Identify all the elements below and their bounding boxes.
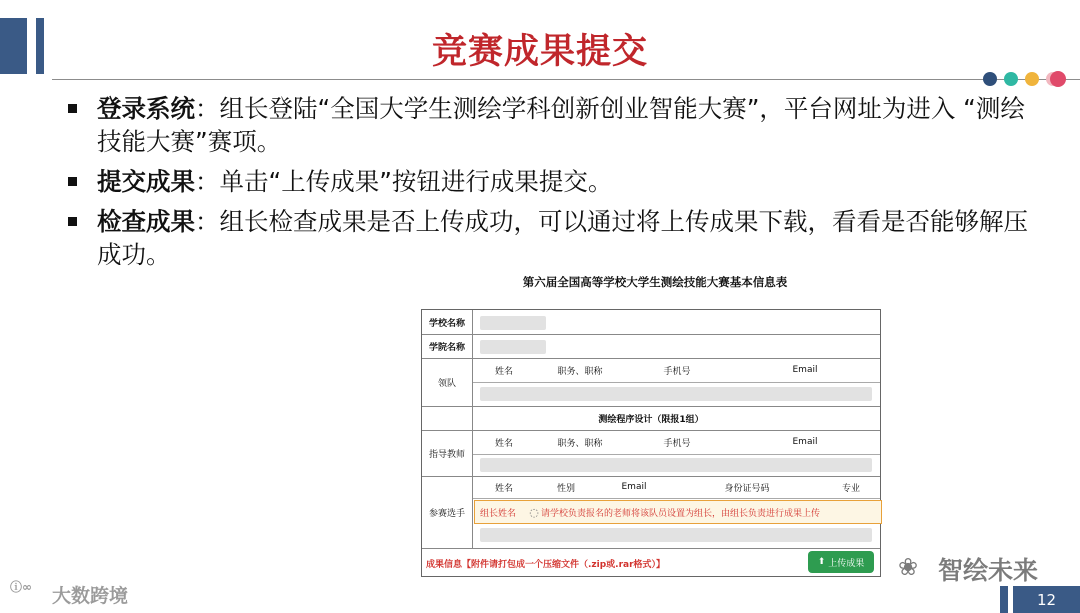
slide-title: 竞赛成果提交 [431,32,648,72]
school-value-redacted [480,316,546,330]
bullet-term: 检查成果 [97,207,195,236]
row-line [472,454,880,455]
col-major: 专业 [841,483,860,494]
bullet-text: ：组长登陆“全国大学生测绘学科创新创业智能大赛”，平台网址为进入 “测绘技能大赛”赛项。 [97,94,1025,156]
col-name: 姓名 [494,438,513,449]
section-title: 测绘程序设计（限报1组） [598,414,704,425]
col-gender: 性别 [556,483,575,494]
wechat-icon: ❀ [898,553,919,581]
captain-tooltip: 请学校负责报名的老师将该队员设置为组长，由组长负责进行成果上传 [541,508,821,519]
result-info-label: 成果信息【附件请打包成一个压缩文件（.zip或.rar格式）】 [426,559,666,570]
decor-dot-2 [1004,72,1018,86]
watermark-logo-left: ⓘ∞ [10,580,32,594]
bullet-term: 提交成果 [97,167,195,196]
bullet-marker [68,177,77,186]
row-line [472,382,880,383]
teacher-row-redacted [480,458,872,472]
bullet-list [64,92,1044,278]
upload-button-label: 上传成果 [828,558,865,569]
col-email: Email [792,437,818,447]
info-form [421,309,881,577]
watermark-right: 智绘未来 [938,556,1039,585]
upload-button[interactable] [808,551,874,573]
decor-dot-5 [1050,71,1066,87]
col-phone: 手机号 [663,438,691,449]
row-line [422,334,880,335]
col-email: Email [621,482,647,492]
captain-name: 组长姓名 [480,508,517,519]
col-email: Email [792,365,818,375]
school-label: 学校名称 [428,318,465,329]
col-phone: 手机号 [663,366,691,377]
leader-row-redacted [480,387,872,401]
bullet-text: ：单击“上传成果”按钮进行成果提交。 [195,167,613,196]
page-number: 12 [1013,586,1080,613]
college-label: 学院名称 [428,342,465,353]
bullet-login [64,92,1044,158]
college-value-redacted [480,340,546,354]
watermark-left: 大数跨境 [52,585,129,607]
contestant-label: 参赛选手 [428,508,465,519]
pointer-icon: ◌ [529,505,539,519]
bullet-submit [64,165,1044,198]
bullet-text: ：组长检查成果是否上传成功，可以通过将上传成果下载，看看是否能够解压成功。 [97,207,1028,269]
teacher-label: 指导教师 [428,449,465,460]
title-divider [52,79,1080,80]
col-id: 身份证号码 [724,483,770,494]
row-line [472,498,880,499]
decor-dot-3 [1025,72,1039,86]
form-title: 第六届全国高等学校大学生测绘技能大赛基本信息表 [522,275,788,289]
bullet-check [64,205,1044,271]
leader-label: 领队 [437,378,456,389]
row-line [422,548,880,549]
decor-dot-1 [983,72,997,86]
upload-icon: ⬆ [817,557,826,567]
bullet-marker [68,217,77,226]
col-title: 职务、职称 [557,366,603,377]
page-number-bar [1000,586,1008,613]
contestant-row-redacted [480,528,872,542]
col-name: 姓名 [494,366,513,377]
bullet-marker [68,104,77,113]
col-title: 职务、职称 [557,438,603,449]
col-name: 姓名 [494,483,513,494]
bullet-term: 登录系统 [97,94,195,123]
